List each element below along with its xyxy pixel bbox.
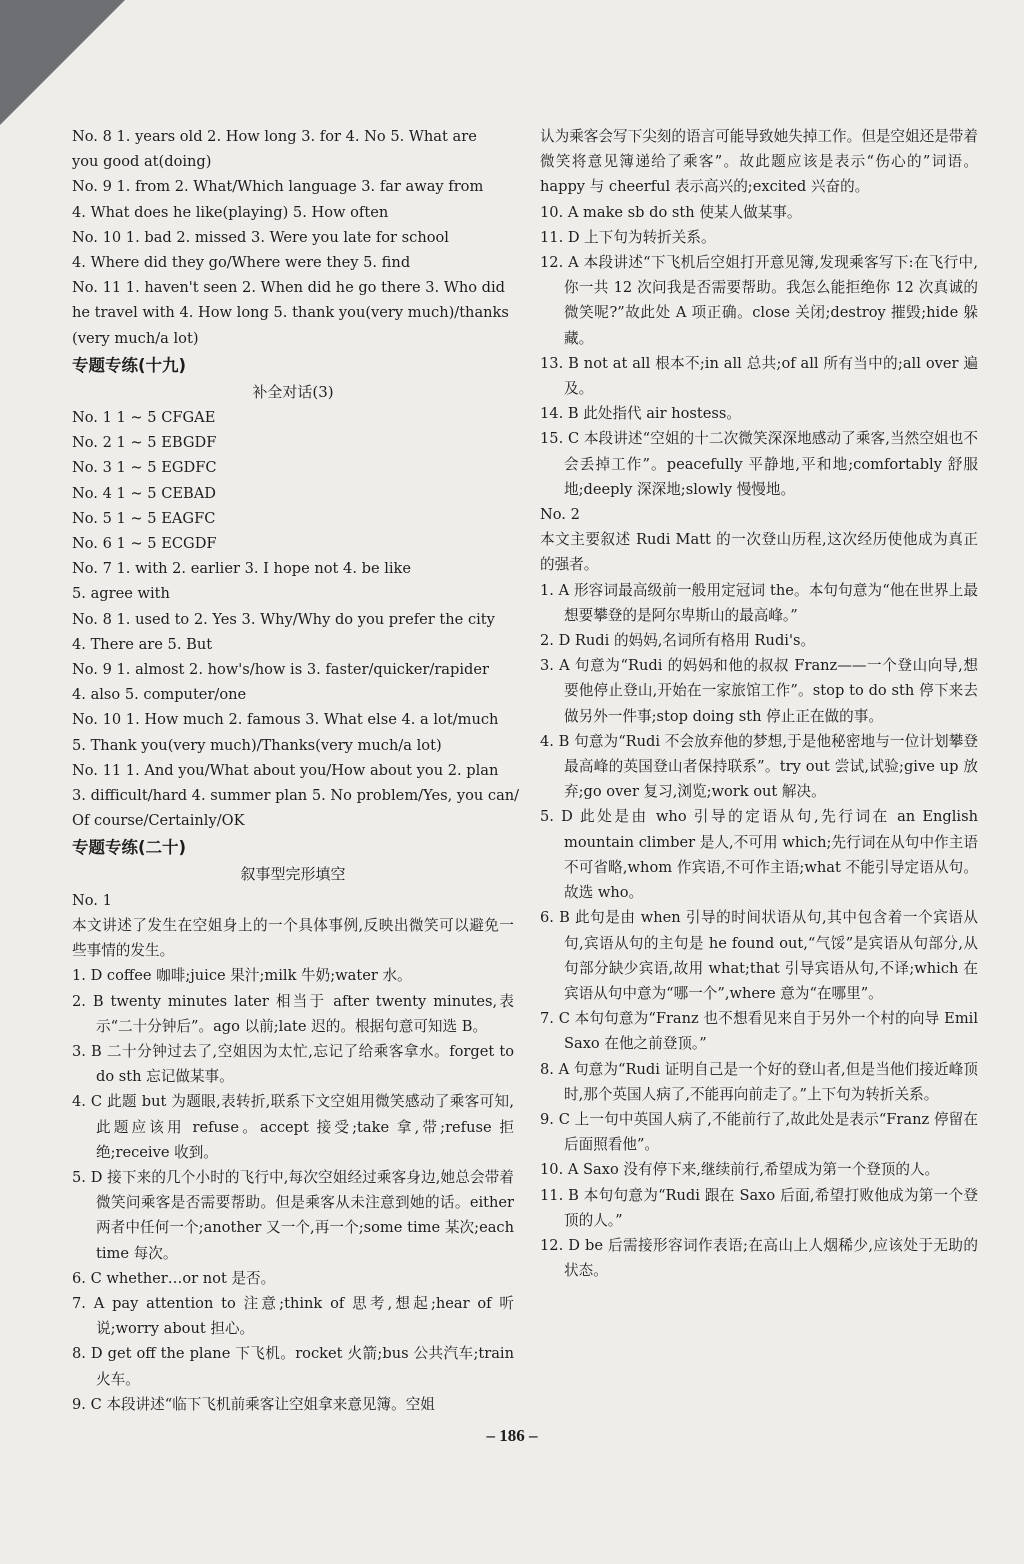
answer-line: 4. Where did they go/Where were they 5. find xyxy=(72,254,411,272)
answer-item: 4. C 此题 but 为题眼,表转折,联系下文空姐用微笑感动了乘客可知,此题应该用 refuse。accept 接受;take 拿,带;refuse 拒绝;receive 收到。 xyxy=(72,1093,514,1161)
answer-line: 3. difficult/hard 4. summer plan 5. No problem/Yes, you can/ xyxy=(72,787,520,805)
answer-item: 2. D Rudi 的妈妈,名词所有格用 Rudi's。 xyxy=(540,632,816,650)
answer-line: No. 7 1. with 2. earlier 3. I hope not 4. be like xyxy=(72,560,412,578)
answer-item: 8. A 句意为“Rudi 证明自己是一个好的登山者,但是当他们接近峰顶时,那个英国人病了,不能再向前走了。”上下句为转折关系。 xyxy=(540,1060,978,1103)
answer-item: 10. A make sb do sth 使某人做某事。 xyxy=(540,203,802,221)
left-column xyxy=(72,124,520,1417)
answer-item: 15. C 本段讲述“空姐的十二次微笑深深地感动了乘客,当然空姐也不会丢掉工作”。peacefully 平静地,平和地;comfortably 舒服地;deeply 深深地;slowly 慢慢地。 xyxy=(540,430,978,498)
answer-item: 7. A pay attention to 注意;think of 思考,想起;hear of 听说;worry about 担心。 xyxy=(72,1294,514,1338)
answer-item: 3. A 句意为“Rudi 的妈妈和他的叔叔 Franz——一个登山向导,想要他停止登山,开始在一家旅馆工作”。stop to do sth 停下来去做另外一件事;stop doing sth 停止正在做的事。 xyxy=(540,657,978,725)
answer-line: No. 5 1 ~ 5 EAGFC xyxy=(72,509,216,527)
answer-line: No. 11 1. And you/What about you/How about you 2. plan xyxy=(72,761,499,779)
answer-item: 7. C 本句句意为“Franz 也不想看见来自于另外一个村的向导 Emil Saxo 在他之前登顶。” xyxy=(540,1010,978,1053)
answer-line: No. 8 1. years old 2. How long 3. for 4. No 5. What are xyxy=(72,128,477,145)
section-heading: 专题专练(二十) xyxy=(72,838,187,858)
section-subtitle: 补全对话(3) xyxy=(252,382,334,401)
section-subtitle: 叙事型完形填空 xyxy=(240,865,346,884)
answer-item: 13. B not at all 根本不;in all 总共;of all 所有当中的;all over 遍及。 xyxy=(540,354,978,398)
answer-item: 8. D get off the plane 下飞机。rocket 火箭;bus 公共汽车;train 火车。 xyxy=(72,1345,514,1388)
explanation-paragraph: 本文讲述了发生在空姐身上的一个具体事例,反映出微笑可以避免一些事情的发生。 xyxy=(72,916,514,960)
answer-line: he travel with 4. How long 5. thank you(very much)/thanks xyxy=(72,304,509,322)
answer-line: No. 1 1 ~ 5 CFGAE xyxy=(72,409,216,427)
section-heading: 专题专练(十九) xyxy=(72,355,187,375)
answer-item: 14. B 此处指代 air hostess。 xyxy=(540,405,741,423)
answer-item: 10. A Saxo 没有停下来,继续前行,希望成为第一个登顶的人。 xyxy=(540,1161,940,1179)
answer-line: No. 4 1 ~ 5 CEBAD xyxy=(72,484,216,502)
answer-line: No. 3 1 ~ 5 EGDFC xyxy=(72,459,217,477)
answer-line: No. 2 1 ~ 5 EBGDF xyxy=(72,434,217,452)
answer-line: 4. What does he like(playing) 5. How often xyxy=(72,203,389,221)
answer-line: (very much/a lot) xyxy=(72,329,199,347)
answer-item: 1. A 形容词最高级前一般用定冠词 the。本句句意为“他在世界上最想要攀登的是阿尔卑斯山的最高峰。” xyxy=(540,581,978,624)
answer-item: 4. B 句意为“Rudi 不会放弃他的梦想,于是他秘密地与一位计划攀登最高峰的英国登山者保持联系”。try out 尝试,试验;give up 放弃;go over 复习,浏览;work out 解决。 xyxy=(540,732,978,801)
answer-item: 11. D 上下句为转折关系。 xyxy=(540,228,716,246)
answer-line: No. 11 1. haven't seen 2. When did he go there 3. Who did xyxy=(72,279,506,297)
answer-line: 4. There are 5. But xyxy=(72,635,213,653)
answer-item: 2. B twenty minutes later 相当于 after twenty minutes,表示“二十分钟后”。ago 以前;late 迟的。根据句意可知选 B。 xyxy=(72,992,514,1035)
answer-item: 12. A 本段讲述“下飞机后空姐打开意见簿,发现乘客写下:在飞行中,你一共 12 次问我是否需要帮助。我怎么能拒绝你 12 次真诚的微笑呢?”故此处 A 项正确。close 关闭;destroy 摧毁;hide 躲藏。 xyxy=(540,254,978,347)
answer-line: 5. Thank you(very much)/Thanks(very much/a lot) xyxy=(72,736,442,754)
answer-item: 9. C 本段讲述“临下飞机前乘客让空姐拿来意见簿。空姐 xyxy=(72,1395,435,1413)
answer-line: No. 2 xyxy=(540,506,580,524)
answer-item: 3. B 二十分钟过去了,空姐因为太忙,忘记了给乘客拿水。forget to do sth 忘记做某事。 xyxy=(72,1042,514,1086)
answer-line: you good at(doing) xyxy=(72,153,212,171)
answer-line: 4. also 5. computer/one xyxy=(72,686,247,704)
answer-item: 6. B 此句是由 when 引导的时间状语从句,其中包含着一个宾语从句,宾语从句的主句是 he found out,“气馁”是宾语从句部分,从句部分缺少宾语,故用 what;that 引导宾语从句,不译;which 在宾语从句中意为“哪一个”,where 意为“在哪里”。 xyxy=(540,909,978,1002)
answer-line: No. 1 xyxy=(72,891,112,909)
answer-line: No. 9 1. from 2. What/Which language 3. far away from xyxy=(72,178,484,196)
answer-line: 5. agree with xyxy=(72,585,170,603)
answer-line: No. 10 1. How much 2. famous 3. What else 4. a lot/much xyxy=(72,711,499,729)
answer-line: Of course/Certainly/OK xyxy=(72,812,245,830)
answer-line: No. 9 1. almost 2. how's/how is 3. faster/quicker/rapider xyxy=(72,661,489,679)
answer-line: No. 10 1. bad 2. missed 3. Were you late for school xyxy=(72,228,449,246)
answer-item: 1. D coffee 咖啡;juice 果汁;milk 牛奶;water 水。 xyxy=(72,967,412,985)
scan-corner-shadow xyxy=(0,0,125,125)
answer-line: No. 6 1 ~ 5 ECGDF xyxy=(72,535,217,553)
answer-item: 5. D 接下来的几个小时的飞行中,每次空姐经过乘客身边,她总会带着微笑问乘客是否需要帮助。但是乘客从未注意到她的话。either 两者中任何一个;another 又一个,再一个;some time 某次;each time 每次。 xyxy=(72,1168,514,1262)
answer-item: 9. C 上一句中英国人病了,不能前行了,故此处是表示“Franz 停留在后面照看他”。 xyxy=(540,1110,978,1154)
answer-item: 5. D 此处是由 who 引导的定语从句,先行词在 an English mountain climber 是人,不可用 which;先行词在从句中作主语不可省略,whom 作宾语,不可作主语;what 不能引导定语从句。故选 who。 xyxy=(540,808,978,902)
explanation-paragraph: 认为乘客会写下尖刻的语言可能导致她失掉工作。但是空姐还是带着微笑将意见簿递给了乘客”。故此题应该是表示“伤心的”词语。happy 与 cheerful 表示高兴的;excited 兴奋的。 xyxy=(540,128,978,196)
answer-item: 11. B 本句句意为“Rudi 跟在 Saxo 后面,希望打败他成为第一个登顶的人。” xyxy=(540,1186,978,1229)
explanation-paragraph: 本文主要叙述 Rudi Matt 的一次登山历程,这次经历使他成为真正的强者。 xyxy=(540,531,978,574)
right-column xyxy=(540,124,978,1283)
answer-item: 6. C whether…or not 是否。 xyxy=(72,1269,276,1287)
answer-line: No. 8 1. used to 2. Yes 3. Why/Why do you prefer the city xyxy=(72,610,495,628)
page-number: – 186 – xyxy=(486,1426,538,1445)
answer-item: 12. D be 后需接形容词作表语;在高山上人烟稀少,应该处于无助的状态。 xyxy=(540,1236,978,1280)
